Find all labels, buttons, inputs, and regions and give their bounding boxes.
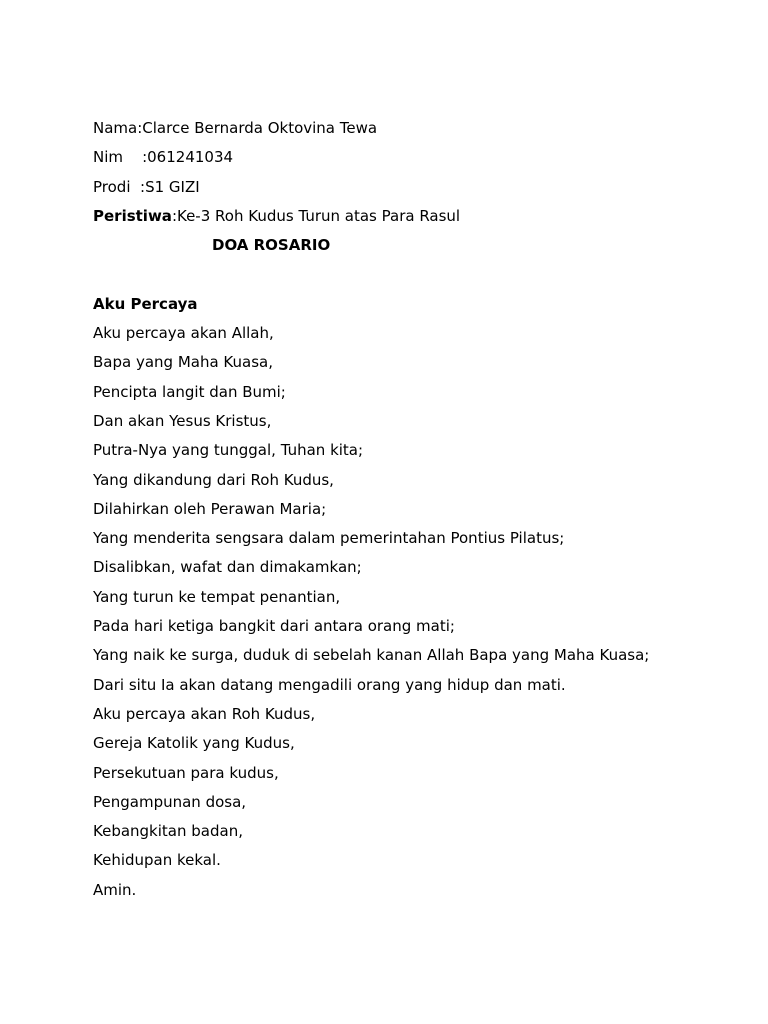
prayer-line: Persekutuan para kudus, <box>93 763 279 782</box>
nim-line <box>93 143 733 172</box>
prayer-line: Dilahirkan oleh Perawan Maria; <box>93 499 327 518</box>
prayer-line: Disalibkan, wafat dan dimakamkan; <box>93 558 362 577</box>
prayer-heading: Aku Percaya <box>93 294 198 313</box>
prodi-label: Prodi : <box>93 177 146 196</box>
prayer-line: Aku percaya akan Allah, <box>93 324 274 343</box>
prayer-line: Pencipta langit dan Bumi; <box>93 382 286 401</box>
nim-value: 061241034 <box>147 148 234 167</box>
prayer-line: Kehidupan kekal. <box>93 851 221 870</box>
prayer-line: Yang naik ke surga, duduk di sebelah kanan Allah Bapa yang Maha Kuasa; <box>93 646 650 665</box>
prayer-line: Yang dikandung dari Roh Kudus, <box>93 470 334 489</box>
prayer-line: Putra-Nya yang tunggal, Tuhan kita; <box>93 441 364 460</box>
prayer-lines <box>93 319 733 905</box>
prayer-line: Yang menderita sengsara dalam pemerintahan Pontius Pilatus; <box>93 529 565 548</box>
nama-line <box>93 114 733 143</box>
document-title: DOA ROSARIO <box>212 236 331 255</box>
prayer-line: Pada hari ketiga bangkit dari antara orang mati; <box>93 617 455 636</box>
prayer-line: Bapa yang Maha Kuasa, <box>93 353 273 372</box>
peristiwa-value: :Ke-3 Roh Kudus Turun atas Para Rasul <box>171 206 461 225</box>
prodi-value: S1 GIZI <box>145 177 200 196</box>
prayer-line: Gereja Katolik yang Kudus, <box>93 734 295 753</box>
prayer-line: Aku percaya akan Roh Kudus, <box>93 704 316 723</box>
peristiwa-label: Peristiwa <box>93 206 172 225</box>
prayer-line: Dari situ Ia akan datang mengadili orang yang hidup dan mati. <box>93 675 566 694</box>
prodi-line <box>93 173 733 202</box>
prayer-line: Dan akan Yesus Kristus, <box>93 411 272 430</box>
peristiwa-line <box>93 202 733 231</box>
prayer-line: Yang turun ke tempat penantian, <box>93 587 341 606</box>
prayer-line: Kebangkitan badan, <box>93 822 243 841</box>
blank-line <box>93 260 733 289</box>
nama-value: Clarce Bernarda Oktovina Tewa <box>142 119 378 137</box>
nim-label: Nim : <box>93 148 148 167</box>
nama-label: Nama: <box>93 119 143 137</box>
prayer-line: Amin. <box>93 880 137 899</box>
document-content <box>93 114 733 905</box>
prayer-line: Pengampunan dosa, <box>93 792 247 811</box>
